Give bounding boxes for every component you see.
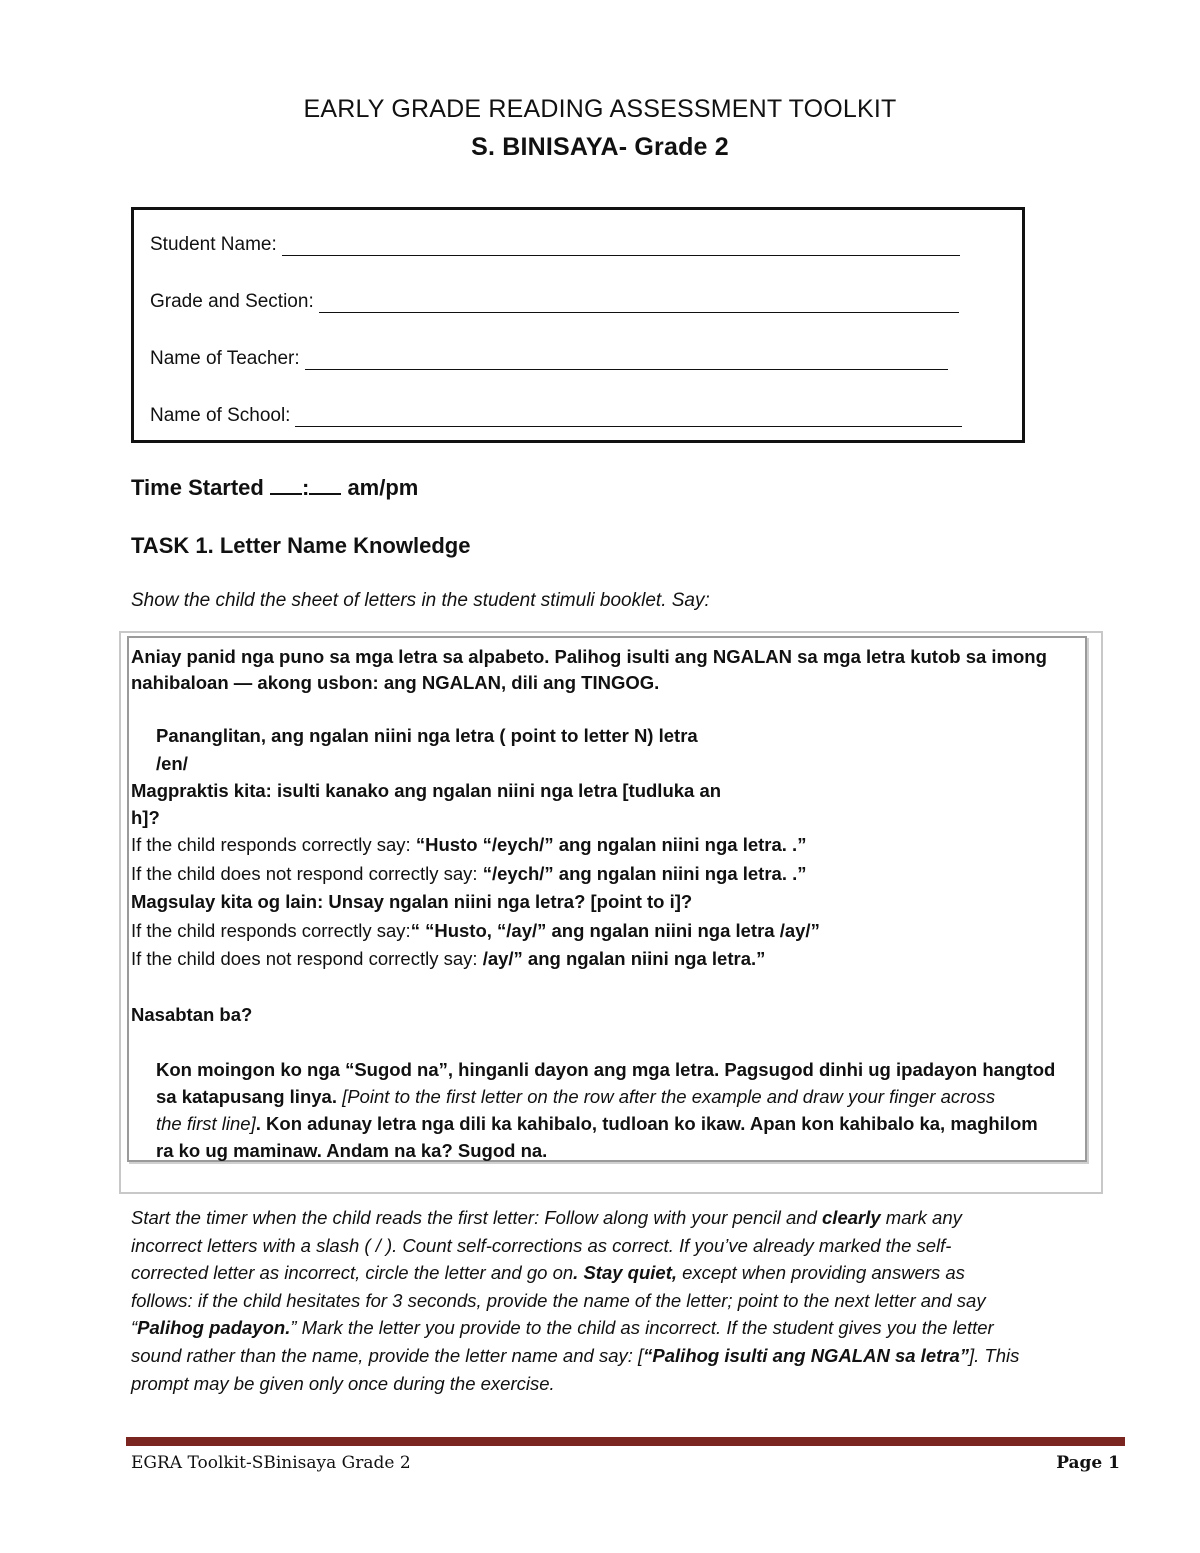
script-line: Kon moingon ko nga “Sugod na”, hinganli dayon ang mga letra. Pagsugod dinhi ug ipadayon hangtod [156,1059,1056,1080]
script-line: Aniay panid nga puno sa mga letra sa alpabeto. Palihog isulti ang NGALAN sa mga letra kutob sa imong [131,646,1047,667]
script-line: Nasabtan ba? [131,1004,253,1025]
script-line: Magpraktis kita: isulti kanako ang ngalan niini nga letra [tudluka an [131,780,722,801]
script-direction: If the child responds correctly say: [131,834,416,855]
note-text: “ [131,1317,138,1338]
script-line [131,863,807,885]
note-emphasis: Palihog padayon. [137,1317,291,1338]
footer-title: EGRA Toolkit-SBinisaya Grade 2 [131,1453,411,1473]
note-line: incorrect letters with a slash ( / ). Count self-corrections as correct. If you’ve already marked the self- [131,1235,952,1256]
script-line [156,1113,1038,1135]
task-instruction: Show the child the sheet of letters in the student stimuli booklet. Say: [131,590,710,611]
script-line: nahibaloan — akong usbon: ang NGALAN, dili ang TINGOG. [131,672,660,693]
footer-rule [126,1437,1125,1446]
script-prompt: “ “Husto, “/ay/” ang ngalan niini nga letra /ay/” [410,920,820,941]
note-text: Start the timer when the child reads the first letter: Follow along with your pencil and [131,1207,823,1228]
script-line: /en/ [156,753,188,774]
note-line [131,1262,1116,1284]
note-text: mark any [880,1207,962,1228]
script-prompt: . Kon adunay letra nga dili ka kahibalo, tudloan ko ikaw. Apan kon kahibalo ka, maghilom [255,1113,1038,1134]
time-separator: : [301,475,310,500]
grade-section-field[interactable] [319,292,959,313]
script-line [131,920,820,942]
teacher-label: Name of Teacher: [150,348,300,369]
grade-section-label: Grade and Section: [150,291,314,312]
school-label: Name of School: [150,405,291,426]
note-emphasis: . Stay quiet, [573,1262,677,1283]
teacher-row [150,344,948,370]
script-line: Magsulay kita og lain: Unsay ngalan niini nga letra? [point to i]? [131,891,693,912]
note-text: except when providing answers as [677,1262,965,1283]
script-prompt: “/eych/” ang ngalan niini nga letra. .” [482,863,807,884]
script-line [131,948,765,970]
script-prompt: sa katapusang linya. [156,1086,343,1107]
teacher-field[interactable] [305,349,948,370]
note-text: sound rather than the name, provide the letter name and say: [ [131,1345,644,1366]
script-direction: the first line] [156,1113,256,1134]
script-direction: [Point to the first letter on the row after the example and draw your finger across [342,1086,996,1107]
document-subtitle: S. BINISAYA- Grade 2 [471,133,729,161]
student-info-box [131,207,1025,443]
document-title: EARLY GRADE READING ASSESSMENT TOOLKIT [303,95,897,123]
note-text: ]. This [969,1345,1020,1366]
task-heading: TASK 1. Letter Name Knowledge [131,533,471,558]
script-prompt: /ay/” ang ngalan niini nga letra.” [482,948,766,969]
note-text: ” Mark the letter you provide to the child as incorrect. If the student gives you the letter [290,1317,994,1338]
script-line: h]? [131,807,160,828]
note-emphasis: clearly [822,1207,881,1228]
script-line [131,834,806,856]
student-name-row [150,230,960,256]
note-emphasis: “Palihog isulti ang NGALAN sa letra” [643,1345,970,1366]
script-prompt: “Husto “/eych/” ang ngalan niini nga letra. .” [415,834,807,855]
time-started-line [131,475,418,501]
time-started-label: Time Started [131,475,264,500]
student-name-label: Student Name: [150,234,277,255]
grade-section-row [150,287,959,313]
time-hour-field[interactable] [270,475,302,495]
script-direction: If the child does not respond correctly say: [131,863,483,884]
note-text: corrected letter as incorrect, circle the letter and go on [131,1262,574,1283]
note-line [131,1207,1116,1229]
time-ampm-label: am/pm [347,475,419,500]
script-direction: If the child responds correctly say: [131,920,411,941]
script-line: Pananglitan, ang ngalan niini nga letra ( point to letter N) letra [156,725,698,746]
script-line [156,1086,995,1108]
note-line [131,1345,1116,1367]
note-line: prompt may be given only once during the exercise. [131,1373,555,1394]
school-row [150,401,962,427]
note-line: follows: if the child hesitates for 3 seconds, provide the name of the letter; point to the next letter and say [131,1290,986,1311]
time-minute-field[interactable] [309,475,341,495]
script-line: ra ko ug maminaw. Andam na ka? Sugod na. [156,1140,548,1161]
student-name-field[interactable] [282,235,960,256]
page-number: Page 1 [1056,1453,1120,1473]
school-field[interactable] [295,406,962,427]
note-line [131,1317,1116,1339]
script-direction: If the child does not respond correctly say: [131,948,483,969]
